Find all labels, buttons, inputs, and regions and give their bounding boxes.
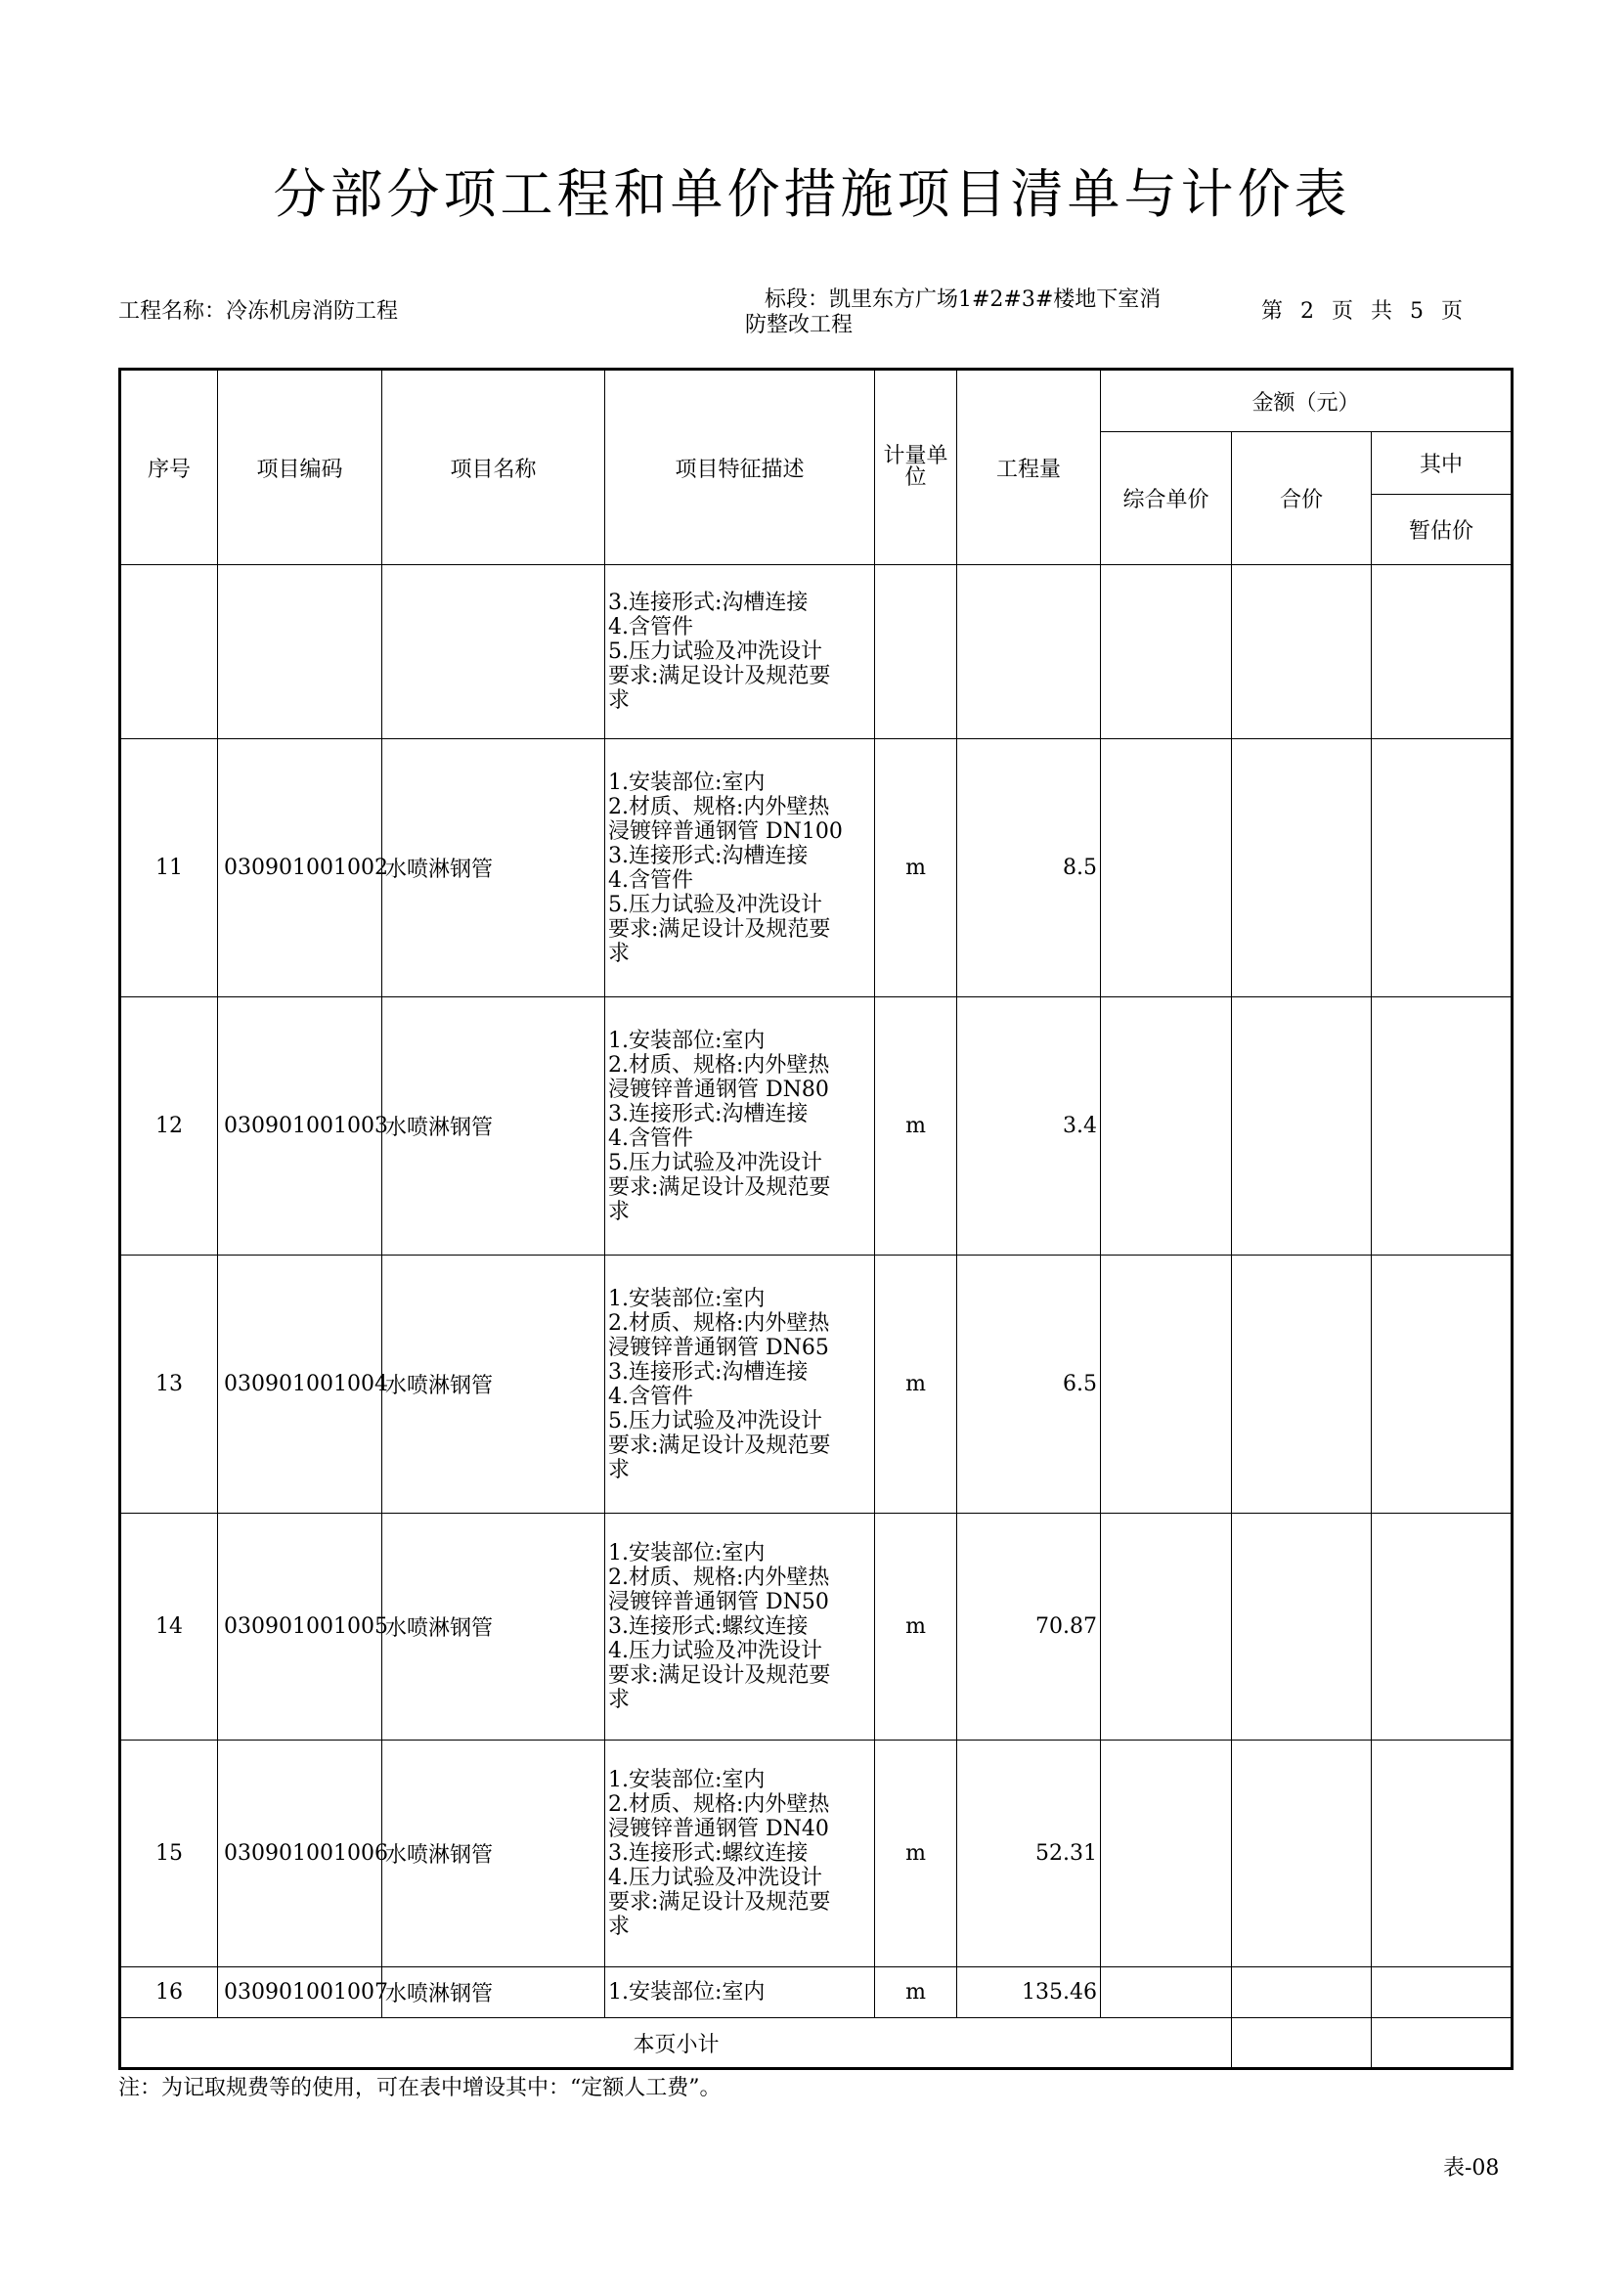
header-qty: 工程量 (957, 370, 1101, 565)
page-current: 2 (1300, 299, 1315, 324)
desc-line: 5.压力试验及冲洗设计 (608, 1408, 822, 1433)
header-seq: 序号 (120, 370, 218, 565)
bill-table (118, 368, 1514, 2070)
cell-name: 水喷淋钢管 (382, 1514, 605, 1741)
cell-provisional (1372, 997, 1513, 1256)
page-indicator (1261, 299, 1463, 325)
cell-provisional (1372, 1741, 1513, 1967)
cell-unit-price (1101, 1967, 1232, 2018)
cell-unit-price (1101, 1741, 1232, 1967)
desc-line: 4.含管件 (608, 867, 693, 893)
desc-line: 1.安装部位:室内 (608, 1980, 766, 2005)
cell-total (1232, 997, 1372, 1256)
desc-line: 要求:满足设计及规范要 (608, 1174, 831, 1200)
table-header (120, 370, 1513, 565)
cell-qty: 8.5 (957, 739, 1101, 997)
cell-name: 水喷淋钢管 (382, 997, 605, 1256)
desc-line: 求 (608, 1915, 631, 1939)
section-name-line2: 防整改工程 (745, 313, 854, 337)
table-row (120, 997, 1513, 1256)
cell-qty: 135.46 (957, 1967, 1101, 2018)
cell-qty: 3.4 (957, 997, 1101, 1256)
cell-code: 030901001006 (218, 1741, 382, 1967)
cell-code (218, 565, 382, 739)
cell-total (1232, 1741, 1372, 1967)
desc-line: 3.连接形式:螺纹连接 (608, 1841, 809, 1866)
cell-desc (605, 1967, 875, 2018)
table-row (120, 565, 1513, 739)
cell-unit: m (875, 1967, 957, 2018)
desc-line: 3.连接形式:沟槽连接 (608, 1359, 809, 1385)
desc-line: 2.材质、规格:内外壁热 (608, 794, 830, 819)
subtotal-provisional (1372, 2018, 1513, 2069)
cell-provisional (1372, 1514, 1513, 1741)
desc-line: 2.材质、规格:内外壁热 (608, 1052, 830, 1078)
cell-seq (120, 565, 218, 739)
header-desc: 项目特征描述 (605, 370, 875, 565)
desc-line: 求 (608, 941, 631, 966)
section-name (745, 287, 1195, 338)
cell-unit-price (1101, 565, 1232, 739)
desc-line: 要求:满足设计及规范要 (608, 1432, 831, 1458)
cell-name: 水喷淋钢管 (382, 1256, 605, 1514)
desc-line: 浸镀锌普通钢管 DN65 (608, 1335, 829, 1360)
desc-line: 要求:满足设计及规范要 (608, 664, 831, 688)
page-title: 分部分项工程和单价措施项目清单与计价表 (273, 163, 1351, 225)
header-unit-line1: 计量单 (883, 444, 948, 468)
cell-code: 030901001007 (218, 1967, 382, 2018)
desc-line: 求 (608, 1199, 631, 1224)
cell-total (1232, 1967, 1372, 2018)
desc-line: 求 (608, 688, 631, 713)
desc-line: 浸镀锌普通钢管 DN40 (608, 1817, 829, 1841)
cell-provisional (1372, 1967, 1513, 2018)
table-row (120, 1514, 1513, 1741)
cell-desc (605, 997, 875, 1256)
desc-line: 3.连接形式:沟槽连接 (608, 1101, 809, 1126)
desc-line: 4.压力试验及冲洗设计 (608, 1866, 822, 1890)
cell-unit-price (1101, 739, 1232, 997)
header-unit-price: 综合单价 (1101, 432, 1232, 565)
cell-total (1232, 739, 1372, 997)
cell-code: 030901001002 (218, 739, 382, 997)
table-row (120, 1967, 1513, 2018)
cell-name: 水喷淋钢管 (382, 1967, 605, 2018)
cell-unit: m (875, 997, 957, 1256)
desc-line: 求 (608, 1457, 631, 1482)
cell-seq: 11 (120, 739, 218, 997)
cell-provisional (1372, 1256, 1513, 1514)
header-name: 项目名称 (382, 370, 605, 565)
desc-line: 1.安装部位:室内 (608, 1768, 766, 1792)
header-unit (875, 370, 957, 565)
form-number: 表-08 (1443, 2156, 1500, 2181)
cell-unit-price (1101, 1514, 1232, 1741)
cell-desc (605, 739, 875, 997)
desc-line: 2.材质、规格:内外壁热 (608, 1565, 830, 1590)
cell-total (1232, 565, 1372, 739)
desc-line: 5.压力试验及冲洗设计 (608, 1150, 822, 1175)
desc-line: 1.安装部位:室内 (608, 770, 766, 795)
header-code: 项目编码 (218, 370, 382, 565)
desc-line: 2.材质、规格:内外壁热 (608, 1310, 830, 1336)
desc-line: 浸镀锌普通钢管 DN50 (608, 1590, 829, 1614)
cell-desc (605, 1741, 875, 1967)
table-body (120, 565, 1513, 2069)
table-row (120, 1741, 1513, 1967)
cell-qty: 6.5 (957, 1256, 1101, 1514)
desc-line: 2.材质、规格:内外壁热 (608, 1792, 830, 1817)
page-ye2: 页 (1441, 299, 1464, 324)
cell-seq: 15 (120, 1741, 218, 1967)
page-total: 5 (1410, 299, 1425, 324)
desc-line: 3.连接形式:螺纹连接 (608, 1614, 809, 1639)
header-of-which: 其中 (1372, 432, 1513, 495)
table-row (120, 1256, 1513, 1514)
cell-unit (875, 565, 957, 739)
page-gong: 共 (1371, 299, 1393, 324)
desc-line: 浸镀锌普通钢管 DN100 (608, 818, 843, 844)
cell-provisional (1372, 565, 1513, 739)
page-di: 第 (1261, 299, 1284, 324)
cell-qty (957, 565, 1101, 739)
cell-name (382, 565, 605, 739)
cell-seq: 13 (120, 1256, 218, 1514)
desc-line: 5.压力试验及冲洗设计 (608, 892, 822, 917)
cell-qty: 70.87 (957, 1514, 1101, 1741)
subtotal-total (1232, 2018, 1372, 2069)
desc-line: 4.压力试验及冲洗设计 (608, 1639, 822, 1663)
header-total: 合价 (1232, 432, 1372, 565)
cell-unit-price (1101, 997, 1232, 1256)
desc-line: 4.含管件 (608, 615, 693, 639)
project-name: 工程名称：冷冻机房消防工程 (118, 299, 399, 324)
cell-unit: m (875, 1741, 957, 1967)
desc-line: 3.连接形式:沟槽连接 (608, 591, 809, 615)
subtotal-label: 本页小计 (120, 2018, 1232, 2069)
section-name-line1: 标段：凯里东方广场1#2#3#楼地下室消 (765, 287, 1162, 312)
cell-code: 030901001005 (218, 1514, 382, 1741)
cell-unit: m (875, 1256, 957, 1514)
desc-line: 要求:满足设计及规范要 (608, 916, 831, 942)
desc-line: 求 (608, 1688, 631, 1712)
cell-provisional (1372, 739, 1513, 997)
cell-name: 水喷淋钢管 (382, 1741, 605, 1967)
desc-line: 1.安装部位:室内 (608, 1541, 766, 1565)
header-amount: 金额（元） (1101, 370, 1513, 432)
cell-seq: 16 (120, 1967, 218, 2018)
desc-line: 5.压力试验及冲洗设计 (608, 639, 822, 664)
desc-line: 要求:满足设计及规范要 (608, 1663, 831, 1688)
table-row (120, 739, 1513, 997)
header-unit-line2: 位 (904, 465, 927, 490)
desc-line: 1.安装部位:室内 (608, 1286, 766, 1311)
header-provisional: 暂估价 (1372, 495, 1513, 565)
cell-desc (605, 1256, 875, 1514)
cell-qty: 52.31 (957, 1741, 1101, 1967)
cell-total (1232, 1514, 1372, 1741)
footnote: 注：为记取规费等的使用，可在表中增设其中：“定额人工费”。 (118, 2076, 722, 2100)
cell-seq: 12 (120, 997, 218, 1256)
cell-desc (605, 565, 875, 739)
cell-code: 030901001003 (218, 997, 382, 1256)
cell-seq: 14 (120, 1514, 218, 1741)
page-ye1: 页 (1332, 299, 1354, 324)
desc-line: 要求:满足设计及规范要 (608, 1890, 831, 1915)
subtotal-row (120, 2018, 1513, 2069)
cell-name: 水喷淋钢管 (382, 739, 605, 997)
cell-unit-price (1101, 1256, 1232, 1514)
desc-line: 4.含管件 (608, 1384, 693, 1409)
cell-unit: m (875, 739, 957, 997)
cell-code: 030901001004 (218, 1256, 382, 1514)
desc-line: 3.连接形式:沟槽连接 (608, 843, 809, 868)
desc-line: 1.安装部位:室内 (608, 1028, 766, 1053)
cell-unit: m (875, 1514, 957, 1741)
cell-total (1232, 1256, 1372, 1514)
desc-line: 浸镀锌普通钢管 DN80 (608, 1077, 829, 1102)
desc-line: 4.含管件 (608, 1125, 693, 1151)
cell-desc (605, 1514, 875, 1741)
